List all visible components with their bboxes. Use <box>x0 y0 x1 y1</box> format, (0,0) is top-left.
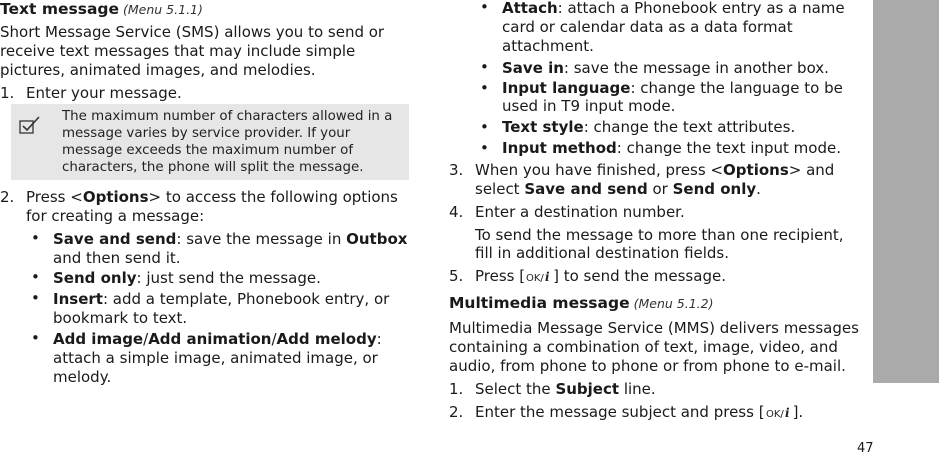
note-line: message varies by service provider. If your <box>62 126 351 141</box>
bullet: • <box>480 118 489 136</box>
page-number: 47 <box>857 441 874 456</box>
note-line: message exceeds the maximum number of <box>62 143 354 158</box>
ok-key-icon <box>765 404 793 420</box>
side-tab-label <box>854 84 872 374</box>
bullet: • <box>31 268 40 286</box>
intro-line: pictures, animated images, and melodies. <box>0 61 316 79</box>
bullet: • <box>31 289 40 307</box>
svg-text:i: i <box>784 406 790 420</box>
side-title: Menu functions <box>854 240 872 360</box>
mms-step-2: 2. Enter the message subject and press [ OK/ i ]. <box>449 403 804 421</box>
intro-line: Multimedia Message Service (MMS) delivers messages <box>449 319 859 337</box>
option-line: and then send it. <box>53 249 181 267</box>
bullet: • <box>480 139 489 157</box>
svg-text:OK/: OK/ <box>526 273 544 284</box>
menu-ref: (Menu 5.1.1) <box>123 2 203 17</box>
step-3-line2: select Save and send or Send only. <box>475 180 761 198</box>
option-line: card or calendar data as a data format <box>502 18 793 36</box>
intro-line: containing a combination of text, image, video, and <box>449 338 838 356</box>
option-insert: Insert: add a template, Phonebook entry, or <box>53 290 390 308</box>
menu-ref: (Menu 5.1.2) <box>633 296 714 311</box>
mms-step-1: 1. Select the Subject line. <box>449 380 656 398</box>
step-4-detail: fill in additional destination fields. <box>475 244 730 262</box>
option-send-only: Send only: just send the message. <box>53 269 321 287</box>
option-text-style: Text style: change the text attributes. <box>502 118 796 136</box>
option-line: melody. <box>53 368 112 386</box>
bullet: • <box>480 79 489 97</box>
step-1: 1. Enter your message. <box>0 84 182 102</box>
option-line: attach a simple image, animated image, or <box>53 349 378 367</box>
side-subtitle: Messages (Menu 5) <box>857 98 872 225</box>
option-attach: Attach: attach a Phonebook entry as a name <box>502 0 845 17</box>
option-add-media: Add image/Add animation/Add melody: <box>53 330 382 348</box>
svg-text:i: i <box>545 270 550 284</box>
option-line: used in T9 input mode. <box>502 97 676 115</box>
option-line: attachment. <box>502 37 594 55</box>
ok-key-icon <box>525 268 553 284</box>
section-title-text-message: Text message (Menu 5.1.1) <box>0 0 203 18</box>
side-tab <box>873 0 939 383</box>
step-3: 3. When you have finished, press <Options> and <box>449 161 835 179</box>
step-2-line2: for creating a message: <box>26 207 205 225</box>
checkbox-note-icon <box>19 115 43 135</box>
option-input-language: Input language: change the language to be <box>502 79 843 97</box>
section-title-multimedia-message: Multimedia message (Menu 5.1.2) <box>449 294 714 312</box>
bullet: • <box>31 229 40 247</box>
option-save-in: Save in: save the message in another box. <box>502 59 829 77</box>
intro-line: Short Message Service (SMS) allows you to send or <box>0 23 385 41</box>
bullet: • <box>31 329 40 347</box>
step-4: 4. Enter a destination number. <box>449 203 685 221</box>
svg-text:OK/: OK/ <box>765 409 784 420</box>
option-line: bookmark to text. <box>53 309 188 327</box>
step-2: 2. Press <Options> to access the following options <box>0 188 398 206</box>
bullet: • <box>480 0 489 16</box>
step-5: 5. Press [ OK/ i ] to send the message. <box>449 267 726 285</box>
note-line: characters, the phone will split the message. <box>62 160 364 175</box>
note-box <box>11 104 409 180</box>
option-save-and-send: Save and send: save the message in Outbox <box>53 230 408 248</box>
intro-line: audio, from phone to phone or from phone to e-mail. <box>449 357 846 375</box>
note-line: The maximum number of characters allowed in a <box>62 109 393 124</box>
option-input-method: Input method: change the text input mode. <box>502 139 841 157</box>
bullet: • <box>480 58 489 76</box>
intro-line: receive text messages that may include simple <box>0 42 356 60</box>
step-4-detail: To send the message to more than one recipient, <box>475 226 844 244</box>
